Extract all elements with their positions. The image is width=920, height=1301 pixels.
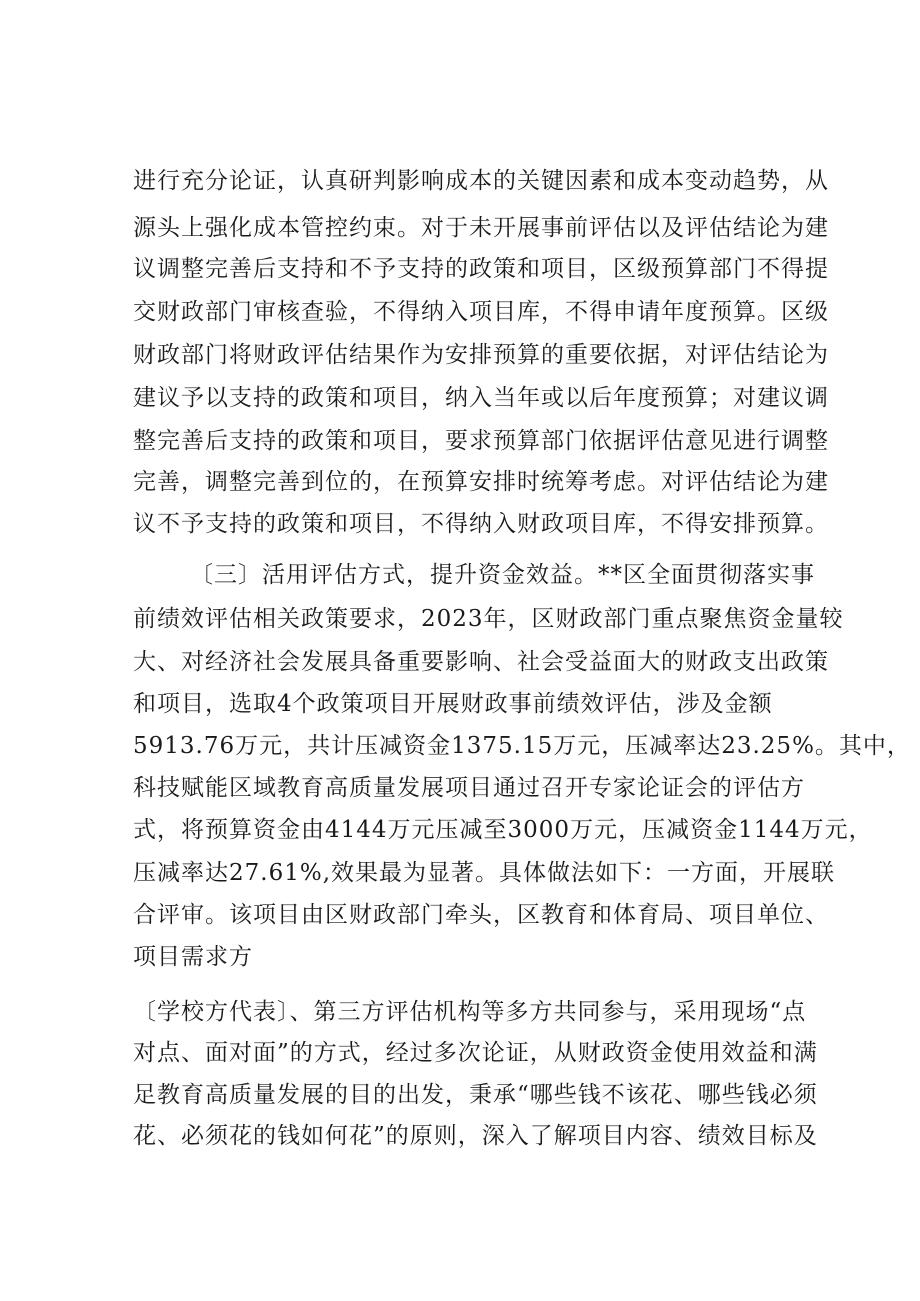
text-line: 〔学校方代表〕、第三方评估机构等多方共同参与，采用现场“点: [133, 999, 807, 1025]
text-line: 科技赋能区域教育高质量发展项目通过召开专家论证会的评估方: [133, 775, 805, 801]
text-line: 足教育高质量发展的目的出发，秉承“哪些钱不该花、哪些钱必须: [133, 1082, 818, 1108]
text-line: 5913.76万元，共计压减资金1375.15万元，压减率达23.25%。其中，: [133, 733, 911, 759]
text-line: 议调整完善后支持和不予支持的政策和项目，区级预算部门不得提: [133, 256, 829, 282]
text-line: 整完善后支持的政策和项目，要求预算部门依据评估意见进行调整: [133, 428, 829, 454]
text-line: 压减率达27.61%,效果最为显著。具体做法如下：一方面，开展联: [133, 860, 836, 886]
section-heading-line: 〔三〕活用评估方式，提升资金效益。**区全面贯彻落实事: [190, 562, 815, 588]
text-line: 项目需求方: [133, 944, 253, 970]
text-line: 交财政部门审核查验，不得纳入项目库，不得申请年度预算。区级: [133, 299, 829, 325]
text-line: 完善，调整完善到位的，在预算安排时统筹考虑。对评估结论为建: [133, 469, 829, 495]
text-line: 前绩效评估相关政策要求，2023年，区财政部门重点聚焦资金量较: [133, 606, 844, 632]
text-line: 大、对经济社会发展具备重要影响、社会受益面大的财政支出政策: [133, 649, 829, 675]
text-line: 进行充分论证，认真研判影响成本的关键因素和成本变动趋势，从: [133, 168, 829, 194]
text-line: 和项目，选取4个政策项目开展财政事前绩效评估，涉及金额: [133, 691, 773, 717]
text-line: 对点、面对面”的方式，经过多次论证，从财政资金使用效益和满: [133, 1040, 818, 1066]
text-line: 花、必须花的钱如何花”的原则，深入了解项目内容、绩效目标及: [133, 1123, 818, 1149]
text-line: 建议予以支持的政策和项目，纳入当年或以后年度预算；对建议调: [133, 385, 829, 411]
text-line: 财政部门将财政评估结果作为安排预算的重要依据，对评估结论为: [133, 342, 829, 368]
text-line: 议不予支持的政策和项目，不得纳入财政项目库，不得安排预算。: [133, 511, 829, 537]
text-line: 源头上强化成本管控约束。对于未开展事前评估以及评估结论为建: [133, 215, 829, 241]
text-line: 式，将预算资金由4144万元压减至3000万元，压减资金1144万元，: [133, 817, 873, 843]
text-line: 合评审。该项目由区财政部门牵头，区教育和体育局、项目单位、: [133, 902, 829, 928]
